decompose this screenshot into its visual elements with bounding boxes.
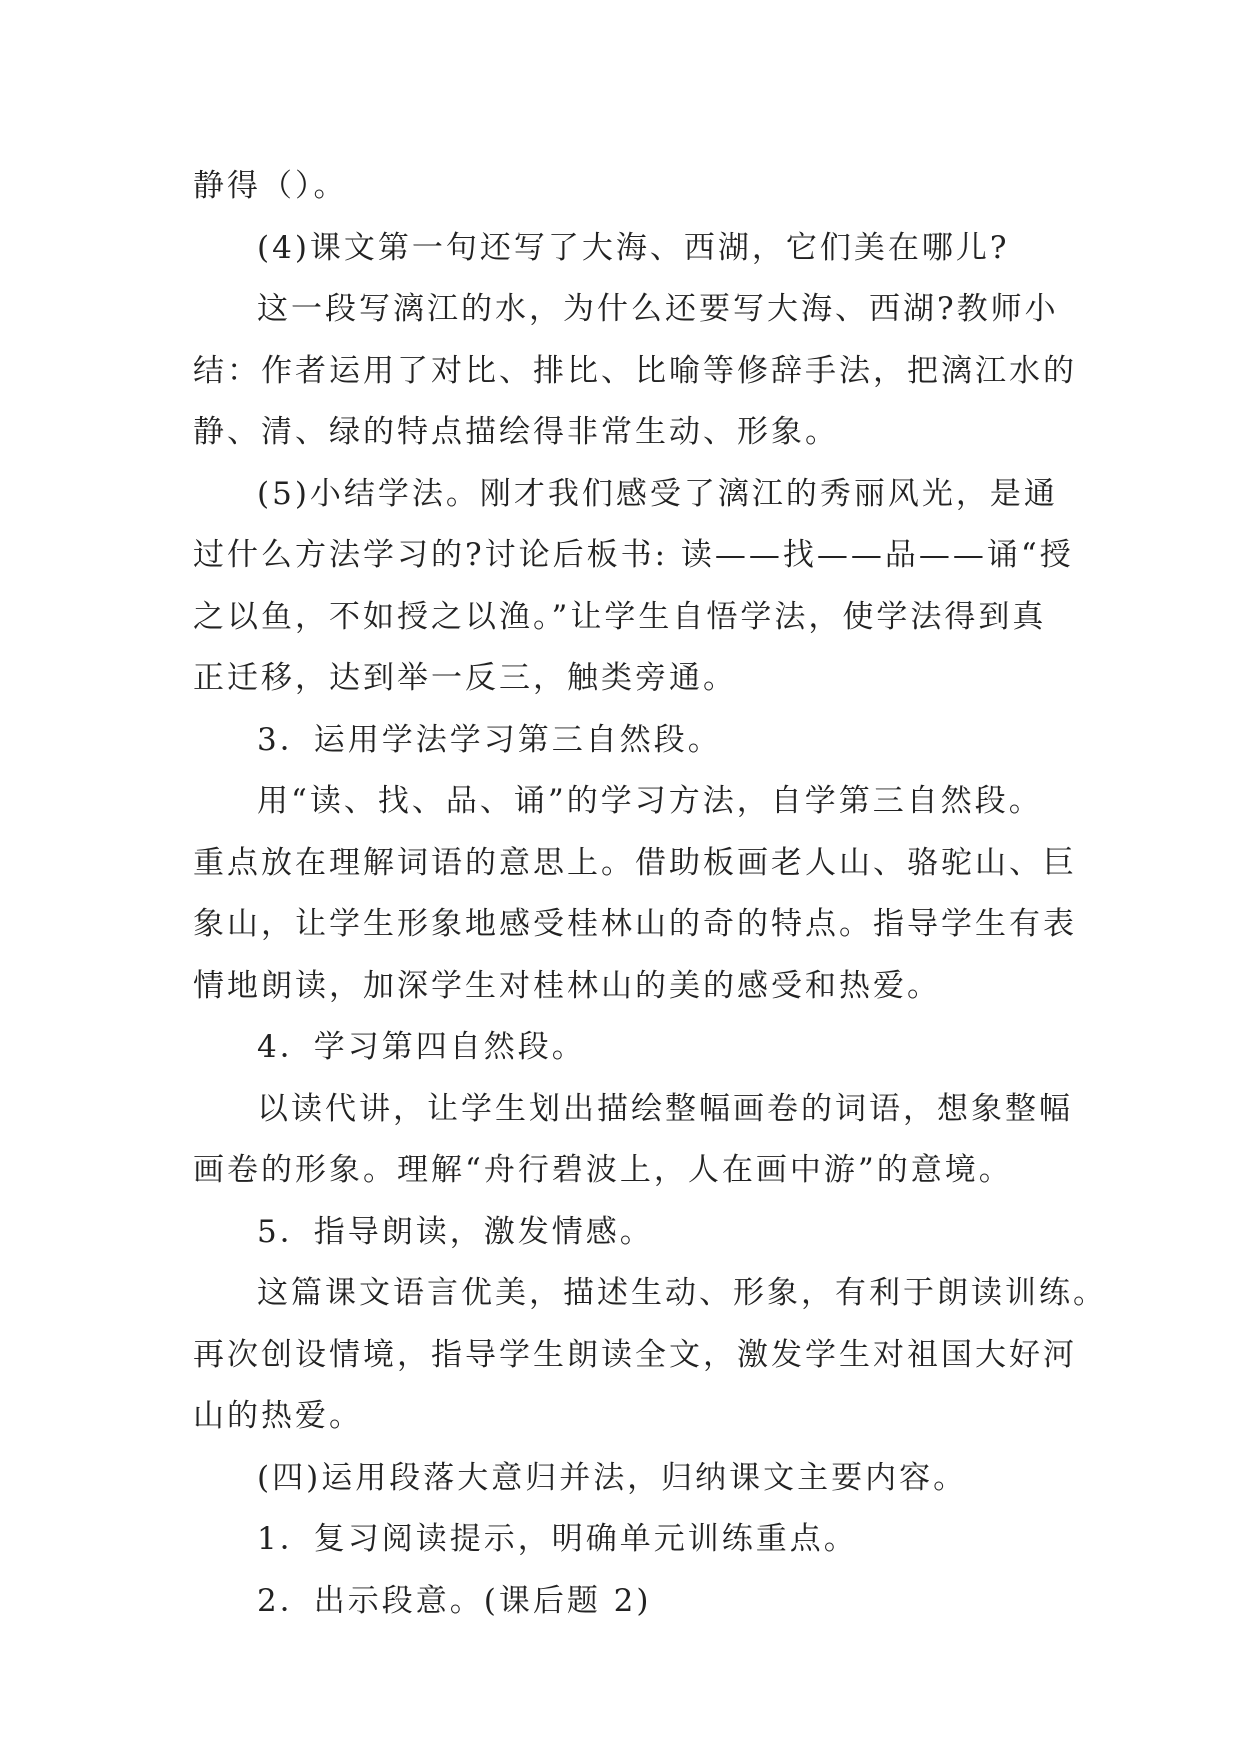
document-body [193,156,1107,1632]
text-line: 静、清、绿的特点描绘得非常生动、形象。 [193,414,839,450]
text-line: (四)运用段落大意归并法，归纳课文主要内容。 [257,1459,968,1496]
text-line: 这篇课文语言优美，描述生动、形象，有利于朗读训练。 [257,1275,1107,1311]
text-line: 5．指导朗读，激发情感。 [257,1213,654,1250]
text-line: 以读代讲，让学生划出描绘整幅画卷的词语，想象整幅 [257,1090,1073,1127]
text-line: 正迁移，达到举一反三，触类旁通。 [193,660,737,696]
text-line: 1．复习阅读提示，明确单元训练重点。 [257,1521,858,1557]
text-line: 结：作者运用了对比、排比、比喻等修辞手法，把漓江水的 [193,352,1077,389]
text-line: 重点放在理解词语的意思上。借助板画老人山、骆驼山、巨 [193,844,1077,881]
text-line: (4)课文第一句还写了大海、西湖，它们美在哪儿? [257,229,1010,266]
text-line: (5)小结学法。刚才我们感受了漓江的秀丽风光，是通 [257,475,1058,512]
text-line: 象山，让学生形象地感受桂林山的奇的特点。指导学生有表 [193,906,1077,942]
text-line: 情地朗读，加深学生对桂林山的美的感受和热爱。 [193,967,941,1004]
text-line: 2．出示段意。(课后题 2) [257,1582,652,1619]
text-line: 之以鱼，不如授之以渔。”让学生自悟学法，使学法得到真 [193,598,1047,635]
text-line: 4．学习第四自然段。 [257,1029,586,1065]
text-line: 用“读、找、品、诵”的学习方法，自学第三自然段。 [257,783,1043,819]
text-line: 画卷的形象。理解“舟行碧波上，人在画中游”的意境。 [193,1152,1013,1188]
text-line: 过什么方法学习的?讨论后板书: 读——找——品——诵“授 [193,537,1074,573]
text-line: 3．运用学法学习第三自然段。 [257,721,722,758]
text-line: 静得（）。 [193,168,348,204]
text-line: 山的热爱。 [193,1398,363,1434]
text-line: 再次创设情境，指导学生朗读全文，激发学生对祖国大好河 [193,1336,1077,1373]
text-line: 这一段写漓江的水，为什么还要写大海、西湖?教师小 [257,291,1059,327]
